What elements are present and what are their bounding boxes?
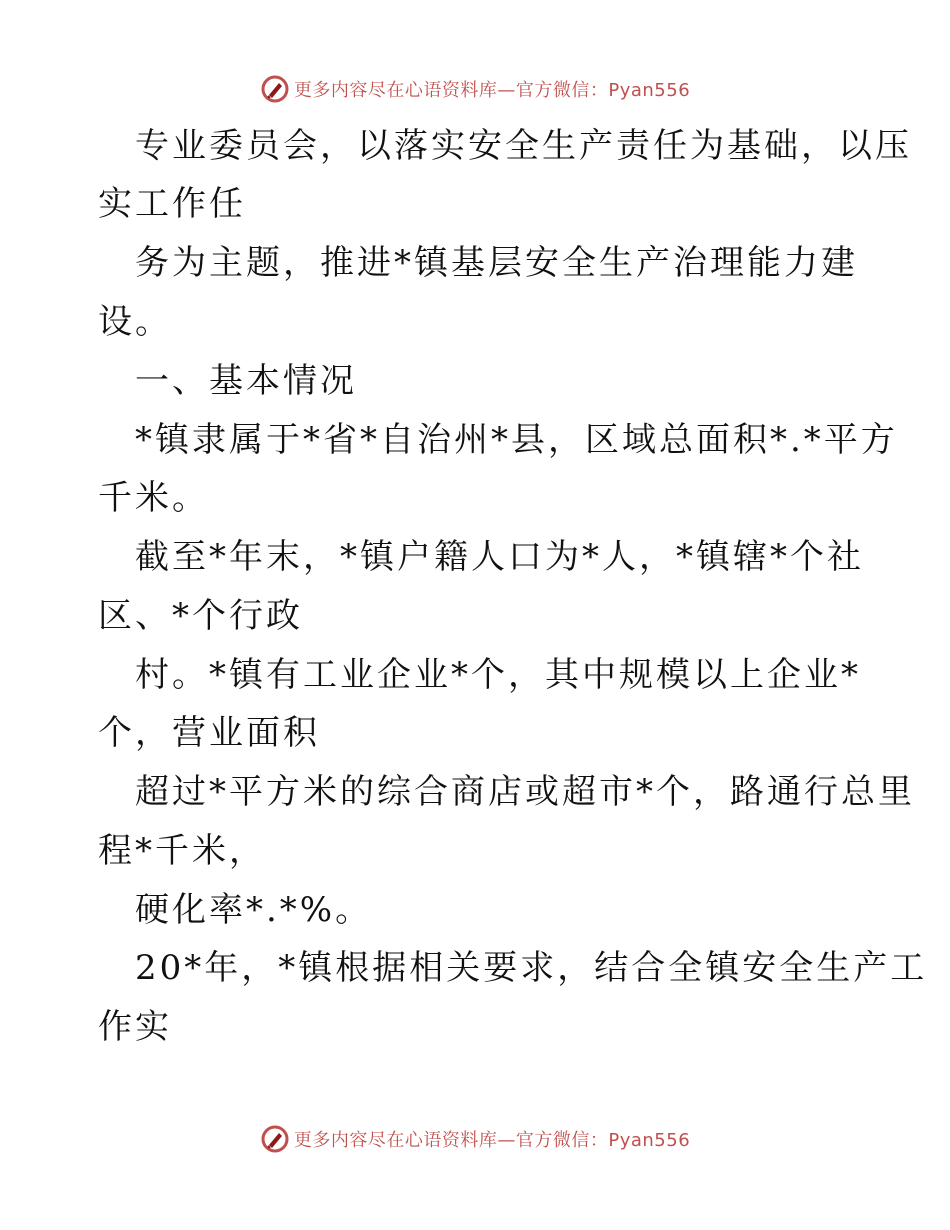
footer-watermark [0, 1124, 950, 1154]
section-heading: 一、基本情况 [135, 361, 357, 401]
text-line: 村。*镇有工业企业*个，其中规模以上企业* [135, 655, 861, 695]
text-line: 务为主题，推进*镇基层安全生产治理能力建 [135, 243, 858, 283]
text-line: 硬化率*.*%。 [135, 890, 373, 930]
text-line: 实工作任 [98, 184, 246, 224]
text-line: 20*年，*镇根据相关要求，结合全镇安全生产工 [135, 948, 928, 988]
text-line: *镇隶属于*省*自治州*县，区域总面积*.*平方 [135, 420, 898, 460]
text-line: 设。 [98, 302, 172, 342]
pen-logo-icon [260, 1124, 290, 1154]
text-line: 个，营业面积 [98, 713, 320, 753]
text-line: 截至*年末，*镇户籍人口为*人，*镇辖*个社 [135, 537, 864, 577]
watermark-text: 更多内容尽在心语资料库—官方微信：Pyan556 [293, 80, 691, 101]
text-line: 作实 [98, 1007, 172, 1047]
pen-logo-icon [260, 74, 290, 104]
header-watermark [0, 74, 950, 104]
text-line: 千米。 [98, 478, 209, 518]
text-line: 超过*平方米的综合商店或超市*个，路通行总里 [135, 772, 915, 812]
text-line: 程*千米， [98, 831, 266, 871]
text-line: 专业委员会，以落实安全生产责任为基础，以压 [135, 126, 912, 166]
text-line: 区、*个行政 [98, 596, 303, 636]
watermark-text: 更多内容尽在心语资料库—官方微信：Pyan556 [293, 1130, 691, 1151]
